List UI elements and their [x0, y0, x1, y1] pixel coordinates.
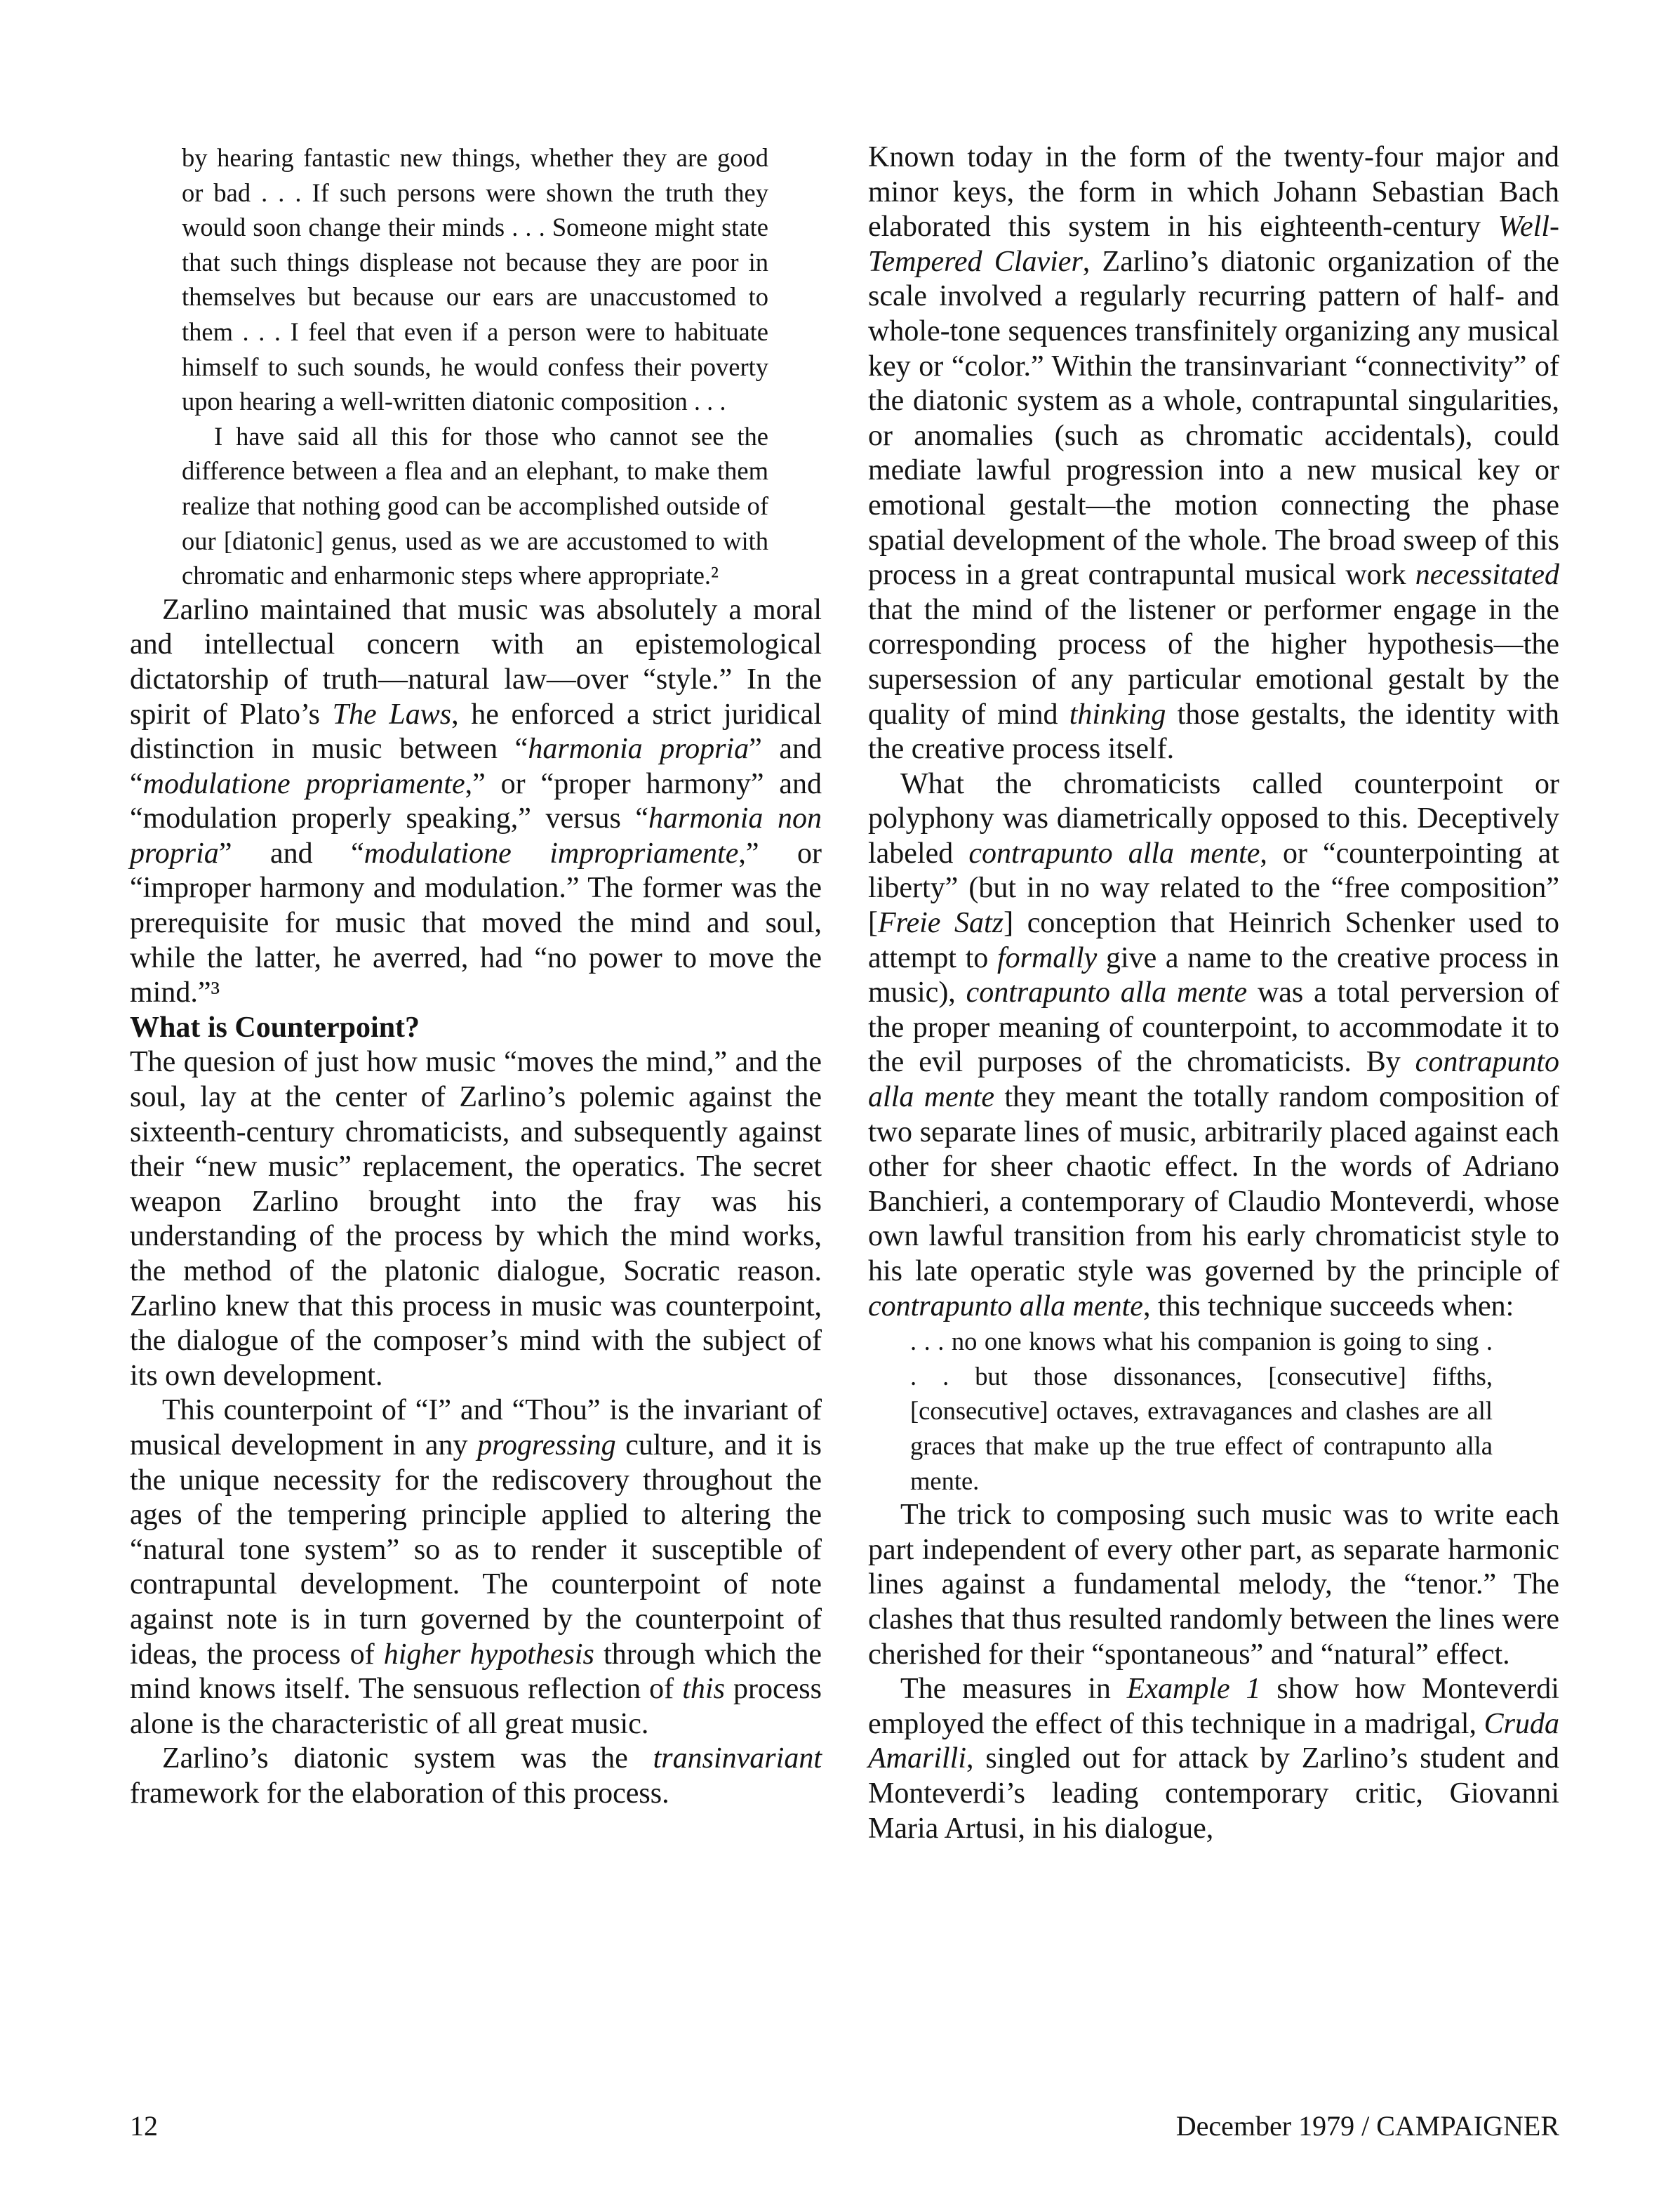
body-paragraph: Zarlino maintained that music was absolutely a moral and intellectual concern with an epistemological dictatorship of truth—natural law—over “style.” In the spirit of Plato’s The Laws, he enforced a strict juridical distinction in music between “harmonia propria” and “modulatione propriamente,” or “proper harmony” and “modulation properly speaking,” versus “harmonia non propria” and “modulatione impropriamente,” or “improper harmony and modulation.” The former was the prerequisite for music that moved the mind and soul, while the latter, he averred, had “no power to move the mind.”³ [130, 593, 822, 1009]
issue-footer: December 1979 / CAMPAIGNER [1175, 2110, 1559, 2142]
quote-paragraph: . . . no one knows what his companion is going to sing . . . but those dissonances, [consecutive] fifths, [consecutive] octaves, extravagances and clashes are all graces that make up the true effect of contrapunto alla mente. [910, 1327, 1493, 1495]
body-paragraph: Zarlino’s diatonic system was the transinvariant framework for the elaboration of this process. [130, 1742, 822, 1810]
body-paragraph: The trick to composing such music was to write each part independent of every other part, as separate harmonic lines against a fundamental melody, the “tenor.” The clashes that thus resulted randomly between the lines were cherished for their “spontaneous” and “natural” effect. [868, 1499, 1559, 1671]
block-quote-zarlino [182, 140, 768, 593]
body-paragraph: What the chromaticists called counterpoint or polyphony was diametrically opposed to this. Deceptively labeled contrapunto alla mente, or “counterpointing at liberty” (but in no way related to the “free composition” [Freie Satz] conception that Heinrich Schenker used to attempt to formally give a name to the creative process in music), contrapunto alla mente was a total perversion of the proper meaning of counterpoint, to accommodate it to the evil purposes of the chromaticists. By contrapunto alla mente they meant the totally random composition of two separate lines of music, arbitrarily placed against each other for sheer chaotic effect. In the words of Adriano Banchieri, a contemporary of Claudio Monteverdi, whose own lawful transition from his early chromaticist style to his late operatic style was governed by the principle of contrapunto alla mente, this technique succeeds when: [868, 767, 1559, 1322]
body-paragraph: This counterpoint of “I” and “Thou” is the invariant of musical development in any progressing culture, and it is the unique necessity for the rediscovery throughout the ages of the tempering principle applied to altering the “natural tone system” so as to render it susceptible of contrapuntal development. The counterpoint of note against note is in turn governed by the counterpoint of ideas, the process of higher hypothesis through which the mind knows itself. The sensuous reflection of this process alone is the characteristic of all great music. [130, 1394, 822, 1740]
body-paragraph: The measures in Example 1 show how Monteverdi employed the effect of this technique in a madrigal, Cruda Amarilli, singled out for attack by Zarlino’s student and Monteverdi’s leading contemporary critic, Giovanni Maria Artusi, in his dialogue, [868, 1673, 1559, 1845]
section-heading: What is Counterpoint? [130, 1011, 420, 1044]
block-quote-banchieri [910, 1324, 1493, 1498]
right-column [868, 140, 1559, 1846]
page-number: 12 [130, 2110, 158, 2142]
quote-paragraph: by hearing fantastic new things, whether they are good or bad . . . If such persons were shown the truth they would soon change their minds . . . Someone might state that such things displease not because they are poor in themselves but because our ears are unaccustomed to them . . . I feel that even if a person were to habituate himself to such sounds, he would confess their poverty upon hearing a well-written diatonic composition . . . [182, 143, 768, 416]
quote-paragraph: I have said all this for those who cannot see the difference between a flea and an elephant, to make them realize that nothing good can be accomplished outside of our [diatonic] genus, used as we are accustomed to with chromatic and enharmonic steps where appropriate.² [182, 421, 768, 590]
body-paragraph: Known today in the form of the twenty-four major and minor keys, the form in which Johann Sebastian Bach elaborated this system in his eighteenth-century Well-Tempered Clavier, Zarlino’s diatonic organization of the scale involved a regularly recurring pattern of half- and whole-tone sequences transfinitely organizing any musical key or “color.” Within the transinvariant “connectivity” of the diatonic system as a whole, contrapuntal singularities, or anomalies (such as chromatic accidentals), could mediate lawful progression into a new musical key or emotional gestalt—the motion connecting the phase spatial development of the whole. The broad sweep of this process in a great contrapuntal musical work necessitated that the mind of the listener or performer engage in the corresponding process of the higher hypothesis—the supersession of any particular emotional gestalt by the quality of mind thinking those gestalts, the identity with the creative process itself. [868, 141, 1559, 766]
left-column [130, 140, 822, 1812]
body-paragraph: The quesion of just how music “moves the mind,” and the soul, lay at the center of Zarlino’s polemic against the sixteenth-century chromaticists, and subsequently against their “new music” replacement, the operatics. The secret weapon Zarlino brought into the fray was his understanding of the process by which the mind works, the method of the platonic dialogue, Socratic reason. Zarlino knew that this process in music was counterpoint, the dialogue of the composer’s mind with the subject of its own development. [130, 1046, 822, 1392]
